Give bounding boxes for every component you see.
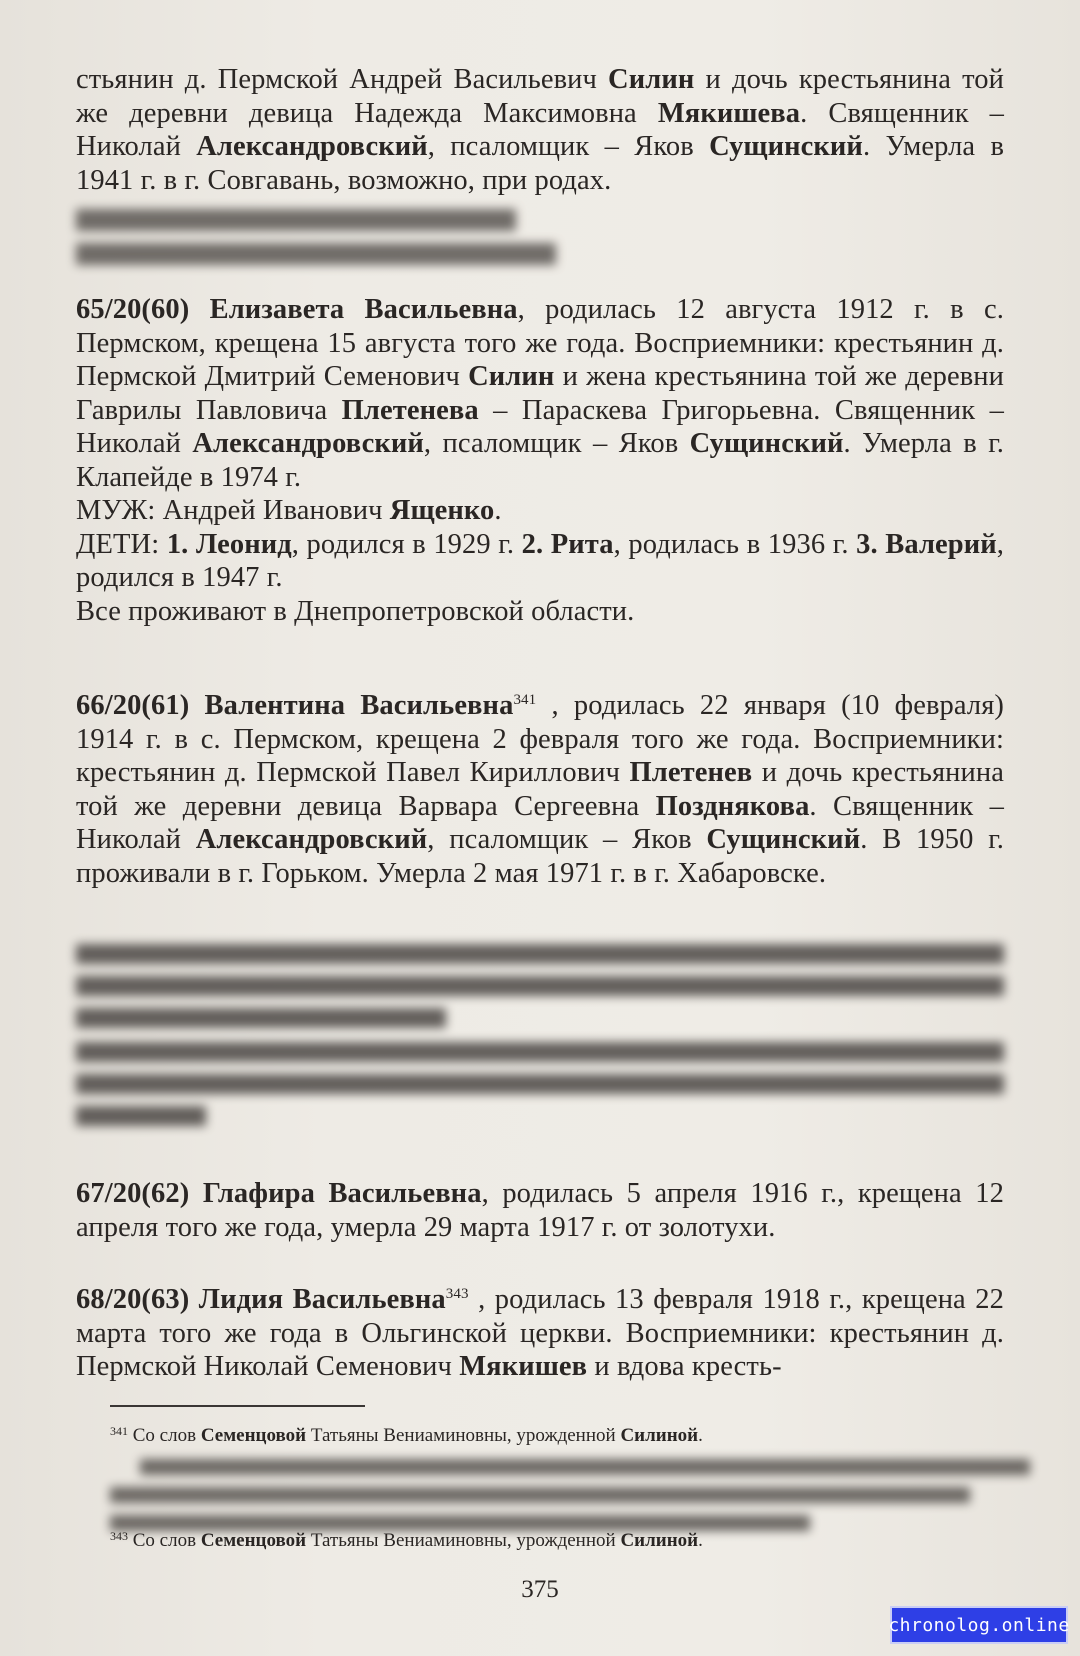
redacted-text-block [76,938,1004,1126]
footnote-343: $^{343}$ Со слов Семенцовой Татьяны Вениаминовны, урожденной Силиной. [110,1529,703,1551]
husband-line: МУЖ: Андрей Иванович Ященко. [76,495,502,526]
entry-heading: 65/20(60) Елизавета Васильевна [76,294,518,325]
entry-66: 66/20(61) Валентина Васильевна$^{341}$ , родилась 22 января (10 февраля) 1914 г. в с. Пермском, крещена 2 февраля того же года. Восприемники: крестьянин д. Пермской Павел Кириллович Плетенев и дочь крестьянина той же деревни девица Варвара Сергеевна Позднякова. Священник – Николай Александровский, псаломщик – Яков Сущинский. В 1950 г. проживали в г. Горьком. Умерла 2 мая 1971 г. в г. Хабаровске. [76,690,1005,889]
entry-65: 65/20(60) Елизавета Васильевна, родилась 12 августа 1912 г. в с. Пермском, крещена 15 августа того же года. Восприемники: крестьянин д. Пермской Дмитрий Семенович Силин и жена крестьянина той же деревни Гаврилы Павловича Плетенева – Параскева Григорьевна. Священник – Николай Александровский, псаломщик – Яков Сущинский. Умерла в г. Клапейде в 1974 г. МУЖ: Андрей Иванович Ященко. ДЕТИ: 1. Леонид, родился в 1929 г. 2. Рита, родилась в 1936 г. 3. Валерий, родился в 1947 г. Все проживают в Днепропетровской области. [76,294,1005,627]
redacted-footnote [110,1455,1000,1531]
watermark-text: chronolog.online [888,1614,1070,1636]
footnote-341: $^{341}$ Со слов Семенцовой Татьяны Вениаминовны, урожденной Силиной. [110,1424,703,1446]
residence-line: Все проживают в Днепропетровской области. [76,595,635,627]
footnote-ref: 343 [445,1286,469,1302]
children-line: ДЕТИ: 1. Леонид, родился в 1929 г. 2. Рита, родилась в 1936 г. 3. Валерий, родился в 1947 г. [76,528,1005,593]
entry-67: 67/20(62) Глафира Васильевна, родилась 5 апреля 1916 г., крещена 12 апреля того же года, умерла 29 марта 1917 г. от золотухи. [76,1178,1005,1243]
footnote-divider [110,1405,365,1407]
page-number: 375 [521,1576,559,1603]
entry-heading: 66/20(61) Валентина Васильевна [76,690,514,721]
entry-heading: 67/20(62) Глафира Васильевна [76,1178,482,1209]
entry-heading: 68/20(63) Лидия Васильевна [76,1284,446,1315]
watermark-link[interactable] [890,1606,1068,1644]
footnote-ref: 341 [513,692,537,708]
continuation-paragraph: стьянин д. Пермской Андрей Васильевич Силин и дочь крестьянина той же деревни девица Надежда Максимовна Мякишева. Священник – Николай Александровский, псаломщик – Яков Сущинский. Умерла в 1941 г. в г. Совгавань, возможно, при родах. [76,64,1004,196]
entry-68: 68/20(63) Лидия Васильевна$^{343}$ , родилась 13 февраля 1918 г., крещена 22 марта того же года в Ольгинской церкви. Восприемники: крестьянин д. Пермской Николай Семенович Мякишев и вдова кресть- [76,1284,1004,1382]
redacted-text-block [76,203,1004,265]
